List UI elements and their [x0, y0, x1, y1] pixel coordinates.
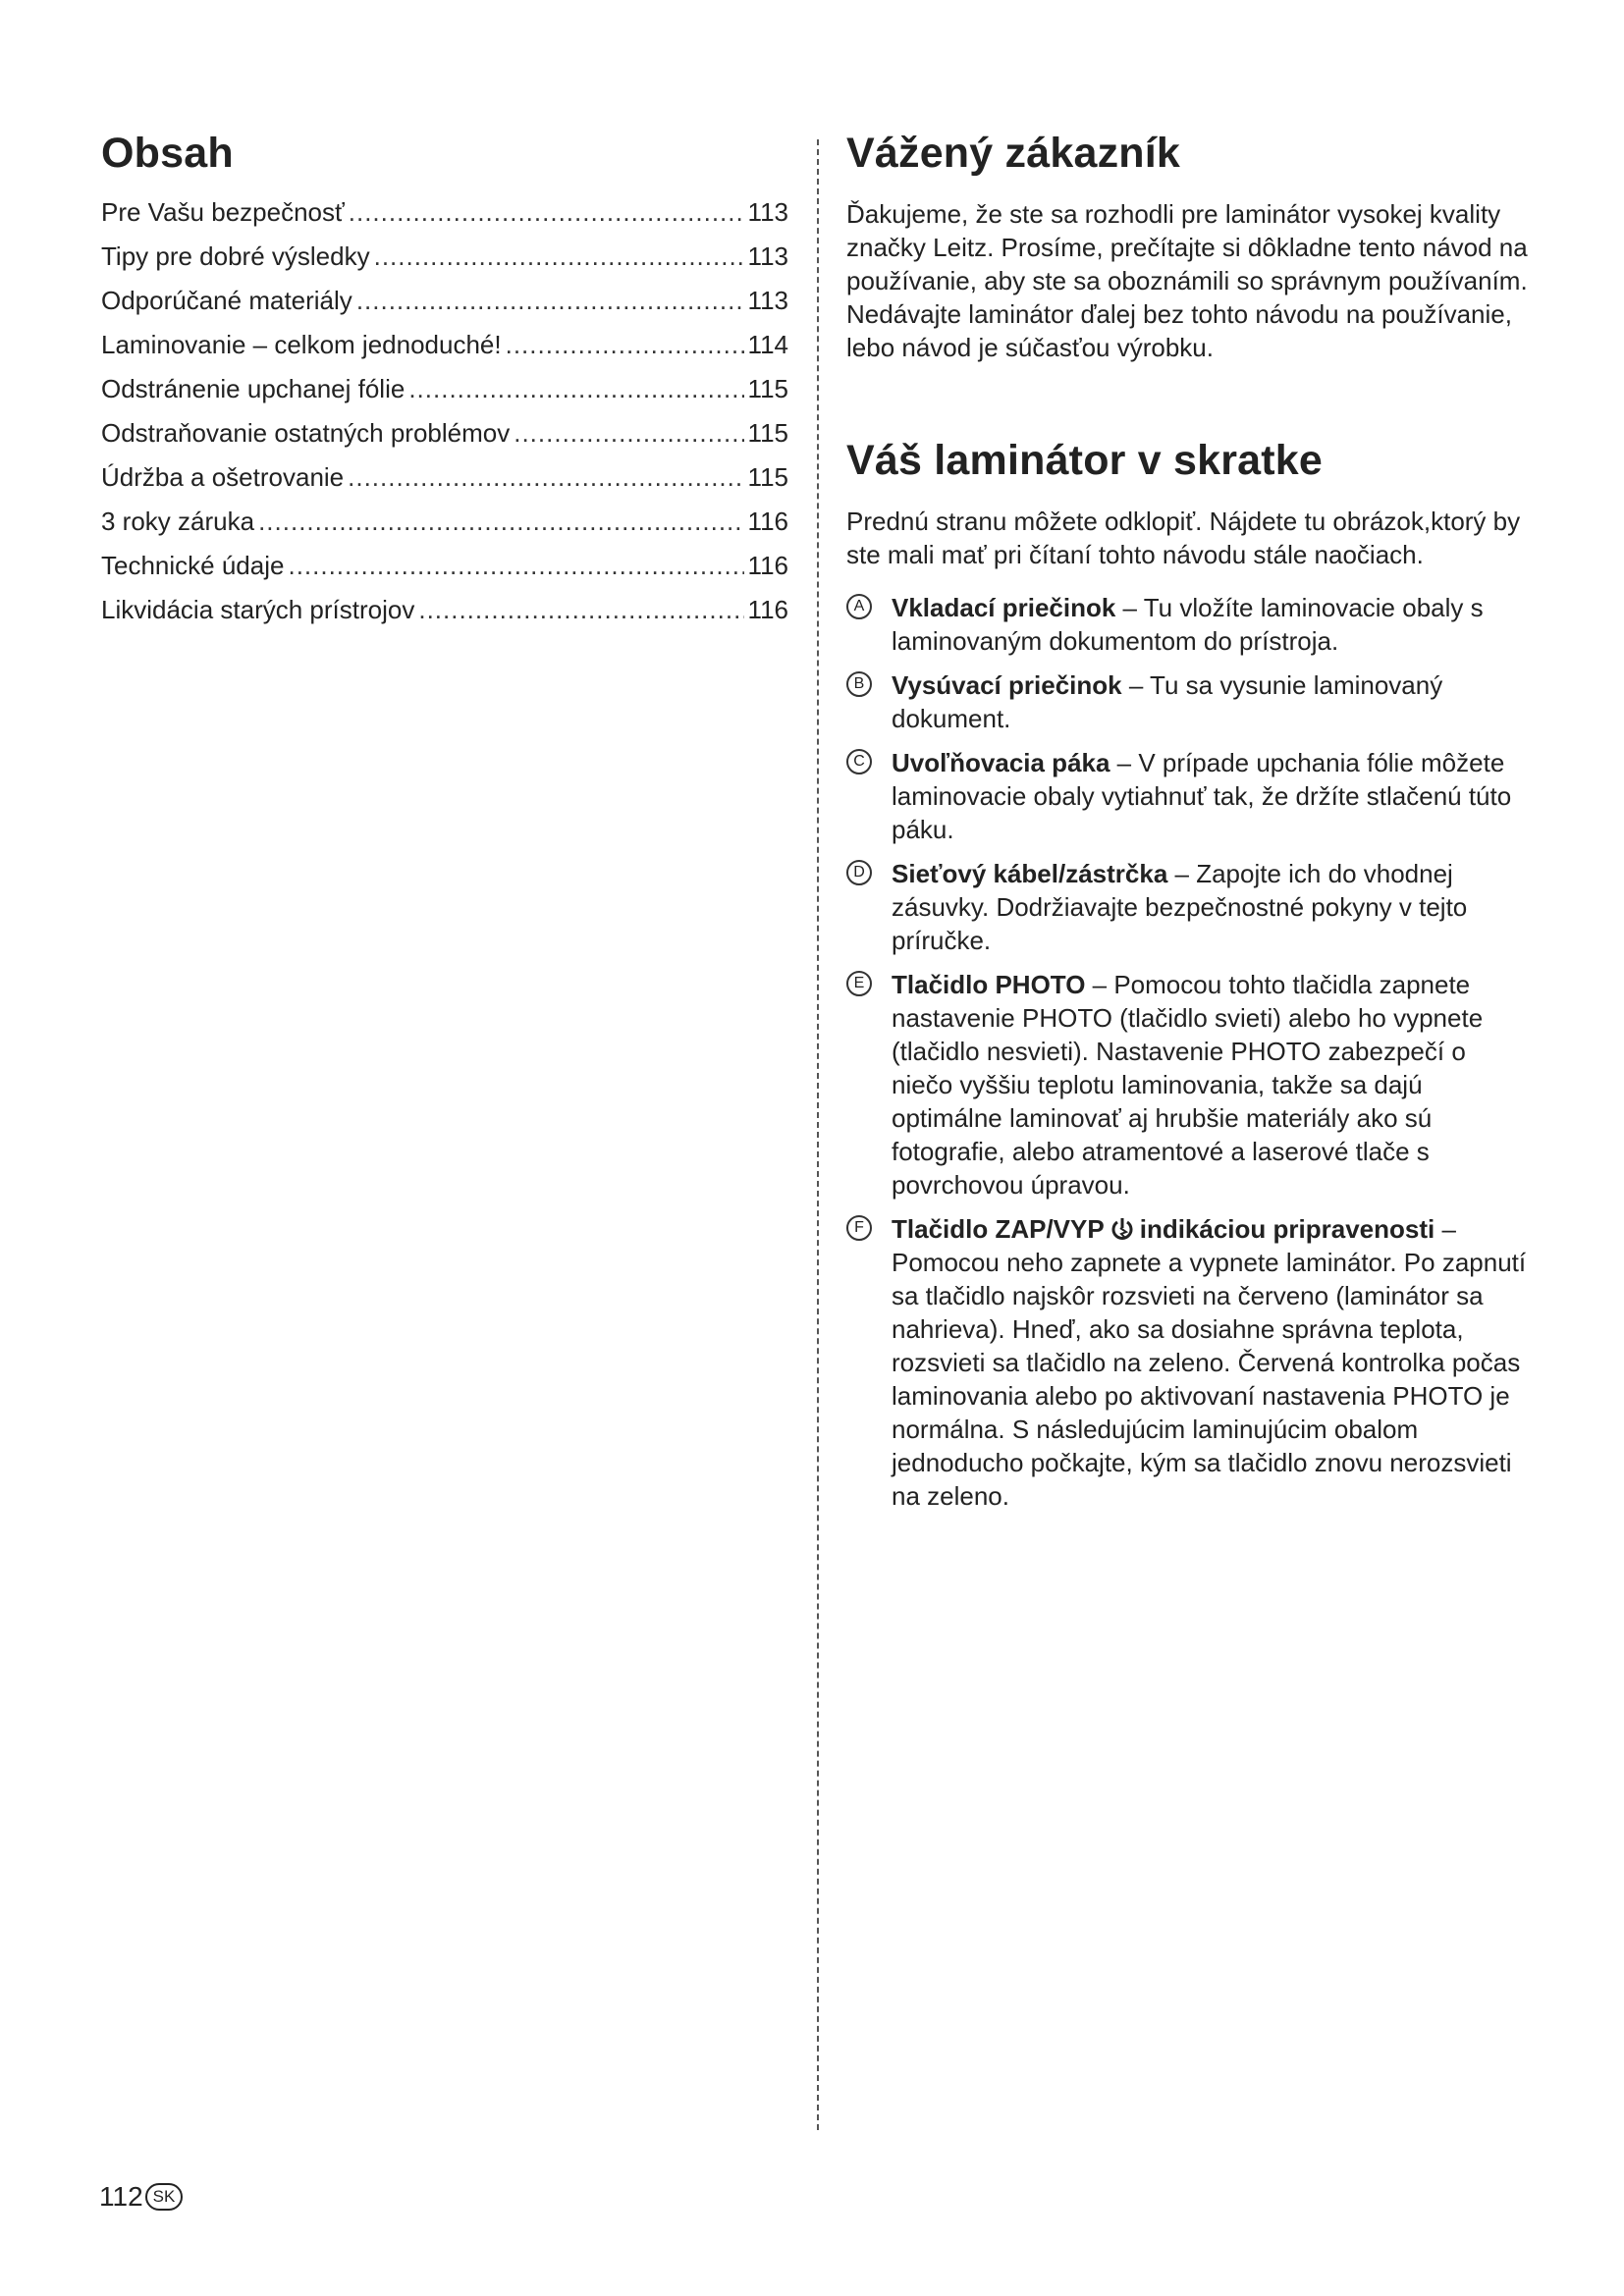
- toc-entry-title: Údržba a ošetrovanie: [101, 462, 345, 492]
- toc-entry[interactable]: [101, 551, 788, 595]
- toc-entry[interactable]: [101, 197, 788, 241]
- toc-entry[interactable]: [101, 418, 788, 462]
- toc-entry[interactable]: [101, 462, 788, 507]
- toc-entry-page: 114: [747, 330, 788, 359]
- part-text: – Tu vložíte laminovacie obaly s laminovaným dokumentom do prístroja.: [892, 593, 1484, 656]
- toc-entry-title: Odporúčané materiály: [101, 286, 352, 315]
- letter-badge: A: [846, 594, 872, 619]
- letter-badge: D: [846, 860, 872, 885]
- part-text: – Tu sa vysunie laminovaný dokument.: [892, 670, 1443, 733]
- toc-entry[interactable]: [101, 241, 788, 286]
- language-badge: SK: [145, 2183, 184, 2211]
- toc-entry-page: 116: [747, 551, 788, 580]
- overview-section: [846, 437, 1534, 1513]
- toc-entry[interactable]: [101, 595, 788, 639]
- right-column: [846, 130, 1534, 1523]
- toc-list: [101, 197, 788, 639]
- toc-section: [101, 130, 788, 639]
- part-text: – V prípade upchania fólie môžete laminovacie obaly vytiahnuť tak, že držíte stlačenú túto páku.: [892, 748, 1512, 844]
- part-label: Uvoľňovacia páka: [892, 748, 1110, 777]
- part-item: [846, 668, 1534, 735]
- part-text: – Zapojte ich do vhodnej zásuvky. Dodržiavajte bezpečnostné pokyny v tejto príručke.: [892, 859, 1468, 955]
- part-label: Vysúvací priečinok: [892, 670, 1122, 700]
- toc-entry-page: 113: [747, 197, 788, 227]
- part-item: [846, 746, 1534, 846]
- part-item: [846, 857, 1534, 957]
- toc-entry-title: Technické údaje: [101, 551, 285, 580]
- toc-entry-title: Laminovanie – celkom jednoduché!: [101, 330, 502, 359]
- part-text: – Pomocou neho zapnete a vypnete laminátor. Po zapnutí sa tlačidlo najskôr rozsvieti na červeno (laminátor sa nahrieva). Hneď, ako sa dosiahne správna teplota, rozsvieti sa tlačidlo na zeleno. Červená kontrolka počas laminovania alebo po aktivovaní nastavenia PHOTO je normálna. S následujúcim laminujúcim obalom jednoducho počkajte, kým sa tlačidlo znovu nerozsvieti na zeleno.: [892, 1214, 1527, 1511]
- toc-entry-page: 113: [747, 286, 788, 315]
- toc-entry[interactable]: [101, 286, 788, 330]
- part-label: Tlačidlo ZAP/VYP: [892, 1214, 1105, 1244]
- toc-entry-title: 3 roky záruka: [101, 507, 255, 536]
- toc-entry-title: Odstraňovanie ostatných problémov: [101, 418, 511, 448]
- part-item: [846, 591, 1534, 658]
- toc-entry-title: Likvidácia starých prístrojov: [101, 595, 415, 624]
- toc-entry[interactable]: [101, 374, 788, 418]
- toc-entry-page: 115: [747, 374, 788, 403]
- toc-entry[interactable]: [101, 330, 788, 374]
- customer-title: Vážený zákazník: [846, 130, 1181, 177]
- letter-badge: C: [846, 749, 872, 774]
- part-item: [846, 968, 1534, 1201]
- part-label: Vkladací priečinok: [892, 593, 1116, 622]
- toc-entry-title: Odstránenie upchanej fólie: [101, 374, 406, 403]
- toc-title: Obsah: [101, 130, 234, 177]
- overview-intro: Prednú stranu môžete odklopiť. Nájdete tu obrázok,ktorý by ste mali mať pri čítaní tohto návodu stále naočiach.: [846, 507, 1521, 569]
- part-label: Sieťový kábel/zástrčka: [892, 859, 1168, 888]
- page-number: 112: [99, 2181, 143, 2212]
- toc-entry-title: Pre Vašu bezpečnosť: [101, 197, 345, 227]
- toc-entry-page: 116: [747, 507, 788, 536]
- letter-badge: B: [846, 671, 872, 697]
- column-divider: [817, 139, 819, 2130]
- letter-badge: F: [846, 1215, 872, 1241]
- parts-list: [846, 591, 1534, 1513]
- toc-entry[interactable]: [101, 507, 788, 551]
- power-ready-icon: [1109, 1216, 1136, 1242]
- overview-title: Váš laminátor v skratke: [846, 437, 1324, 484]
- toc-entry-page: 115: [747, 418, 788, 448]
- toc-entry-page: 116: [747, 595, 788, 624]
- part-text: – Pomocou tohto tlačidla zapnete nastavenie PHOTO (tlačidlo svieti) alebo ho vypnete (tlačidlo nesvieti). Nastavenie PHOTO zabezpečí o niečo vyššiu teplotu laminovania, takže sa dajú optimálne laminovať aj hrubšie materiály ako sú fotografie, alebo atramentové a laserové tlače s povrchovou úpravou.: [892, 970, 1484, 1200]
- toc-entry-page: 113: [747, 241, 788, 271]
- letter-badge: E: [846, 971, 872, 996]
- customer-text: Ďakujeme, že ste sa rozhodli pre laminátor vysokej kvality značky Leitz. Prosíme, prečítajte si dôkladne tento návod na používanie, aby ste sa oboznámili so správnym používaním. Nedávajte laminátor ďalej bez tohto návodu na používanie, lebo návod je súčasťou výrobku.: [846, 199, 1528, 362]
- part-item: [846, 1212, 1534, 1513]
- part-label-2: indikáciou pripravenosti: [1139, 1214, 1435, 1244]
- page-footer: [99, 2181, 183, 2213]
- part-label: Tlačidlo PHOTO: [892, 970, 1086, 999]
- toc-entry-title: Tipy pre dobré výsledky: [101, 241, 370, 271]
- toc-entry-page: 115: [747, 462, 788, 492]
